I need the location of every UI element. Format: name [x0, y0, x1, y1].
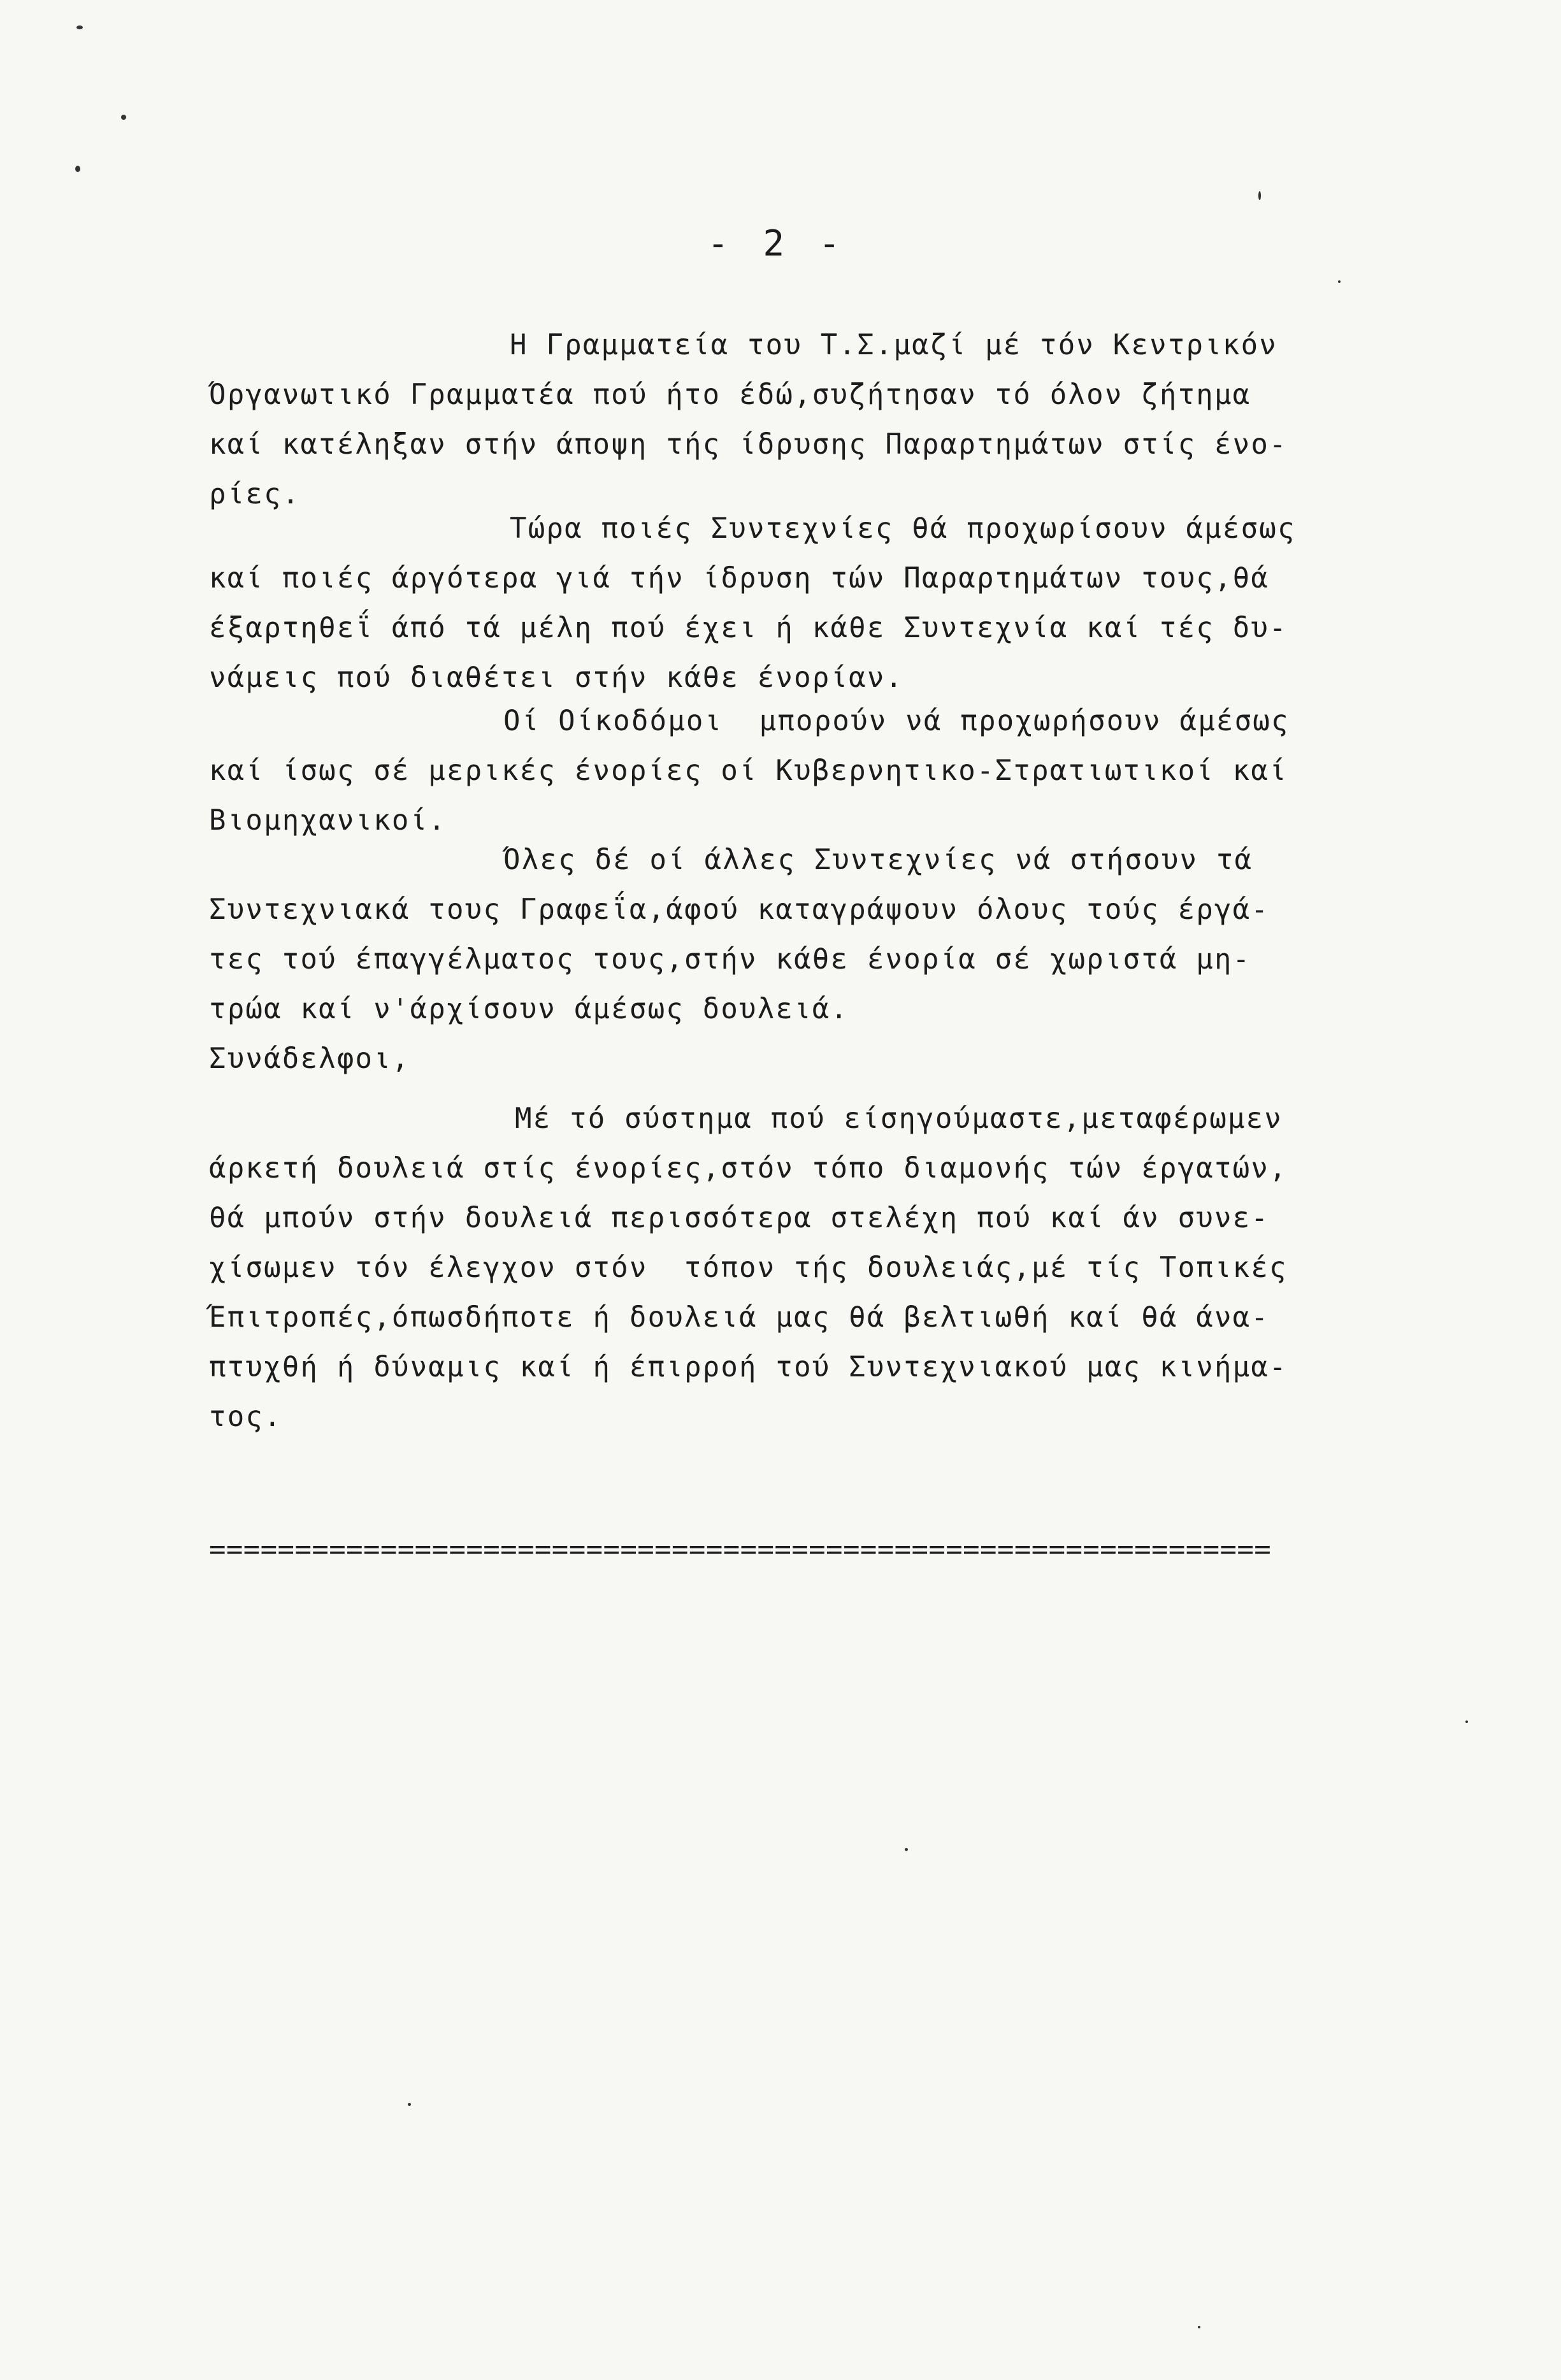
text-line: Έπιτροπές,όπωσδήποτε ή δουλειά μας θά βελτιωθή καί θά άνα-: [209, 1301, 1270, 1334]
text-line: νάμεις πού διαθέτει στήν κάθε ένορίαν.: [209, 661, 904, 694]
text-line: έξαρτηθεΐ άπό τά μέλη πού έχει ή κάθε Συντεχνία καί τές δυ-: [209, 612, 1288, 644]
text-line: τρώα καί ν'άρχίσουν άμέσως δουλειά.: [209, 993, 849, 1025]
text-line: χίσωμεν τόν έλεγχον στόν τόπον τής δουλειάς,μέ τίς Τοπικές: [209, 1251, 1288, 1284]
scan-speck: [121, 115, 126, 120]
text-line: Τώρα ποιές Συντεχνίες θά προχωρίσουν άμέσως: [510, 512, 1296, 545]
scan-speck: [1258, 191, 1261, 200]
scan-speck: [1338, 280, 1341, 283]
text-line: τος.: [209, 1401, 282, 1433]
text-line: καί ποιές άργότερα γιά τήν ίδρυση τών Παραρτημάτων τους,θά: [209, 562, 1270, 595]
text-line: άρκετή δουλειά στίς ένορίες,στόν τόπο διαμονής τών έργατών,: [209, 1152, 1288, 1185]
text-line: καί κατέληξαν στήν άποψη τής ίδρυσης Παραρτημάτων στίς ένο-: [209, 428, 1288, 461]
text-line: θά μπούν στήν δουλειά περισσότερα στελέχη πού καί άν συνε-: [209, 1202, 1270, 1234]
scan-speck: [75, 166, 80, 172]
text-line: Συντεχνιακά τους Γραφεΐα,άφού καταγράψουν όλους τούς έργά-: [209, 893, 1270, 926]
separator-rule: ==============================================================: [209, 1533, 1272, 1566]
text-line: τες τού έπαγγέλματος τους,στήν κάθε ένορία σέ χωριστά μη-: [209, 943, 1251, 976]
scan-speck: [1198, 2326, 1200, 2328]
text-line: ρίες.: [209, 478, 301, 510]
scan-speck: [1465, 1720, 1468, 1723]
text-line: Όλες δέ οί άλλες Συντεχνίες νά στήσουν τά: [503, 844, 1253, 876]
text-line: Η Γραμματεία του Τ.Σ.μαζί μέ τόν Κεντρικόν: [510, 329, 1277, 361]
text-line: Οί Οίκοδόμοι μπορούν νά προχωρήσουν άμέσως: [503, 705, 1290, 737]
text-line: Βιομηχανικοί.: [209, 804, 447, 837]
text-line: καί ίσως σέ μερικές ένορίες οί Κυβερνητικο-Στρατιωτικοί καί: [209, 754, 1288, 787]
page-number: - 2 -: [707, 223, 847, 264]
salutation: Συνάδελφοι,: [209, 1042, 410, 1075]
text-line: πτυχθή ή δύναμις καί ή έπιρροή τού Συντεχνιακού μας κινήμα-: [209, 1351, 1288, 1383]
scan-speck: [408, 2103, 411, 2106]
scan-speck: [905, 1848, 908, 1851]
scan-speck: [76, 25, 83, 29]
text-line: Όργανωτικό Γραμματέα πού ήτο έδώ,συζήτησαν τό όλον ζήτημα: [209, 379, 1251, 411]
text-line: Μέ τό σύστημα πού είσηγούμαστε,μεταφέρωμεν: [515, 1102, 1283, 1135]
